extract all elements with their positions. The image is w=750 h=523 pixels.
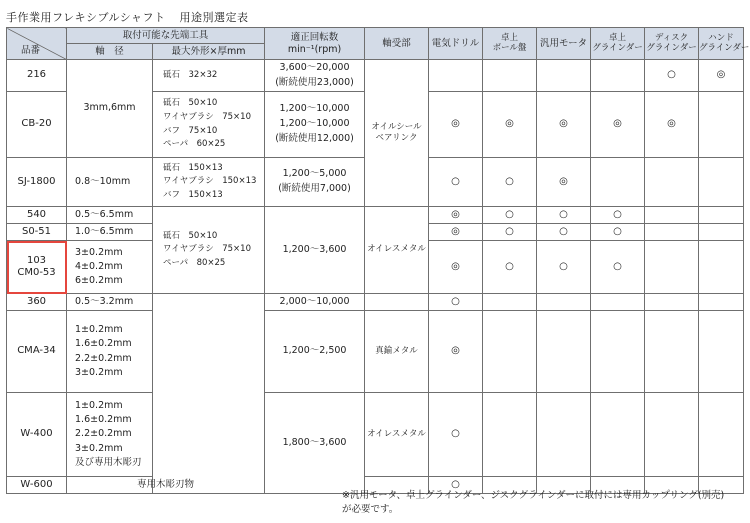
cell-empty	[699, 393, 744, 477]
rpm-216: 3,600〜20,000 (断続使用23,000)	[265, 60, 365, 92]
double-circle-mark: ◎	[429, 241, 483, 294]
header-attachable-tools: 取付可能な先端工具	[67, 28, 265, 44]
circle-mark: ○	[483, 241, 537, 294]
circle-mark: ○	[537, 241, 591, 294]
double-circle-mark: ◎	[537, 158, 591, 207]
cell-empty	[537, 393, 591, 477]
rpm-360: 2,000〜10,000	[265, 294, 365, 311]
header-bearing: 軸受部	[365, 28, 429, 60]
cell-empty	[483, 60, 537, 92]
tool-empty	[153, 294, 265, 494]
circle-mark: ○	[483, 158, 537, 207]
table-row	[7, 294, 744, 311]
cell-empty	[483, 393, 537, 477]
cell-empty	[429, 60, 483, 92]
shaft-s051: 1.0〜6.5mm	[67, 224, 153, 241]
cell-empty	[645, 158, 699, 207]
rpm-group2: 1,200〜3,600	[265, 207, 365, 294]
rpm-cb20: 1,200〜10,000 1,200〜10,000 (断続使用12,000)	[265, 92, 365, 158]
cell-empty	[645, 241, 699, 294]
footnote	[342, 489, 724, 518]
tool-group2: 砥石 50×10 ワイヤブラシ 75×10 ペーパ 80×25	[153, 207, 265, 294]
bearing-brass: 真鍮メタル	[365, 311, 429, 393]
cell-empty	[483, 294, 537, 311]
tool-cb20: 砥石 50×10 ワイヤブラシ 75×10 バフ 75×10 ペーパ 60×25	[153, 92, 265, 158]
circle-mark: ○	[429, 158, 483, 207]
page-title	[6, 9, 249, 25]
bearing-oiless: オイレスメタル	[365, 207, 429, 294]
circle-mark: ○	[483, 207, 537, 224]
shaft-216-cb20: 3mm,6mm	[67, 60, 153, 158]
circle-mark: ○	[591, 207, 645, 224]
cell-empty	[699, 294, 744, 311]
double-circle-mark: ◎	[429, 207, 483, 224]
table-row	[7, 60, 744, 92]
double-circle-mark: ◎	[645, 92, 699, 158]
shaft-540: 0.5〜6.5mm	[67, 207, 153, 224]
model-sj1800: SJ-1800	[7, 158, 67, 207]
cell-empty	[537, 311, 591, 393]
circle-mark: ○	[429, 393, 483, 477]
table-row	[7, 393, 744, 477]
cell-empty	[591, 311, 645, 393]
circle-mark: ○	[591, 224, 645, 241]
selection-table	[6, 27, 750, 494]
tool-sj1800: 砥石 150×13 ワイヤブラシ 150×13 バフ 150×13	[153, 158, 265, 207]
footnote-line-2: が必要です。	[342, 504, 399, 516]
model-w600: W-600	[7, 477, 67, 494]
shaft-sj1800: 0.8〜10mm	[67, 158, 153, 207]
cell-empty	[699, 224, 744, 241]
cell-empty	[645, 294, 699, 311]
cell-empty	[591, 158, 645, 207]
header-hand-grinder: ハンド グラインダー	[699, 28, 744, 60]
header-drill: 電気ドリル	[429, 28, 483, 60]
cell-empty	[591, 393, 645, 477]
circle-mark: ○	[429, 294, 483, 311]
double-circle-mark: ◎	[429, 311, 483, 393]
double-circle-mark: ◎	[537, 92, 591, 158]
model-540: 540	[7, 207, 67, 224]
shaft-360: 0.5〜3.2mm	[67, 294, 153, 311]
tool-w600: 専用木彫刃物	[67, 477, 265, 494]
cell-empty	[699, 207, 744, 224]
double-circle-mark: ◎	[429, 224, 483, 241]
cell-empty	[699, 241, 744, 294]
table-row	[7, 207, 744, 224]
circle-mark: ○	[429, 477, 483, 494]
cell-empty	[537, 60, 591, 92]
rpm-cma34: 1,200〜2,500	[265, 311, 365, 393]
circle-mark: ○	[591, 241, 645, 294]
header-motor: 汎用モータ	[537, 28, 591, 60]
model-cma34: CMA-34	[7, 311, 67, 393]
bearing-w400: オイレスメタル	[365, 393, 429, 477]
header-table-grinder: 卓上 グラインダー	[591, 28, 645, 60]
double-circle-mark: ◎	[699, 60, 744, 92]
header-rpm: 適正回転数 min⁻¹(rpm)	[265, 28, 365, 60]
shaft-w400: 1±0.2mm 1.6±0.2mm 2.2±0.2mm 3±0.2mm 及び専用木彫刃	[67, 393, 153, 477]
circle-mark: ○	[537, 224, 591, 241]
double-circle-mark: ◎	[483, 92, 537, 158]
header-shaft-dia: 軸 径	[67, 44, 153, 60]
cell-empty	[483, 311, 537, 393]
title-sub: 用途別選定表	[179, 11, 249, 24]
cell-empty	[591, 60, 645, 92]
cell-empty	[645, 393, 699, 477]
rpm-sj1800: 1,200〜5,000 (断続使用7,000)	[265, 158, 365, 207]
bearing-oilseal: オイルシール ベアリンク	[365, 60, 429, 207]
model-s051: S0-51	[7, 224, 67, 241]
header-max-size: 最大外形×厚mm	[153, 44, 265, 60]
header-ball-press: 卓上 ボール盤	[483, 28, 537, 60]
double-circle-mark: ◎	[429, 92, 483, 158]
cell-empty	[699, 311, 744, 393]
cell-empty	[645, 207, 699, 224]
shaft-cm053: 3±0.2mm 4±0.2mm 6±0.2mm	[67, 241, 153, 294]
shaft-cma34: 1±0.2mm 1.6±0.2mm 2.2±0.2mm 3±0.2mm	[67, 311, 153, 393]
table-row	[7, 311, 744, 393]
cell-empty	[591, 294, 645, 311]
title-main: 手作業用フレキシブルシャフト	[6, 11, 166, 24]
cell-empty	[537, 294, 591, 311]
cell-empty	[645, 224, 699, 241]
cell-empty	[699, 158, 744, 207]
tool-216: 砥石 32×32	[153, 60, 265, 92]
model-216: 216	[7, 60, 67, 92]
model-360: 360	[7, 294, 67, 311]
rpm-w400: 1,800〜3,600	[265, 393, 365, 494]
cell-empty	[365, 294, 429, 311]
model-cb20: CB-20	[7, 92, 67, 158]
footnote-line-1: ※汎用モータ、卓上グラインダー、ジスクグラインダーに取付には専用カップリング(別売)	[342, 490, 725, 501]
circle-mark: ○	[645, 60, 699, 92]
cell-empty	[699, 92, 744, 158]
double-circle-mark: ◎	[591, 92, 645, 158]
model-w400: W-400	[7, 393, 67, 477]
header-model: 品番	[7, 28, 67, 60]
circle-mark: ○	[537, 207, 591, 224]
cell-empty	[645, 311, 699, 393]
header-disc-grinder: ディスク グラインダー	[645, 28, 699, 60]
model-cm053-highlighted[interactable]: 103 CM0-53	[7, 241, 67, 294]
circle-mark: ○	[483, 224, 537, 241]
